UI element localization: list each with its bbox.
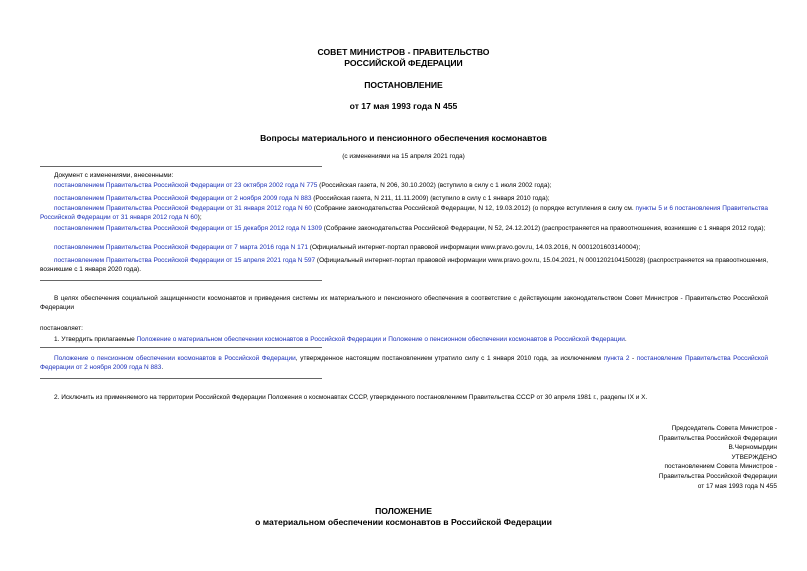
doc-title: Вопросы материального и пенсионного обеспечения космонавтов: [260, 133, 547, 143]
approved-label: УТВЕРЖДЕНО: [731, 453, 777, 461]
change-link-2[interactable]: постановлением Правительства Российской Федерации от 2 ноября 2009 года N 883: [54, 195, 312, 202]
annex-title: ПОЛОЖЕНИЕ: [375, 506, 432, 516]
change-item-2: [40, 194, 768, 203]
change-text-4: (Собрание законодательства Российской Федерации, N 52, 24.12.2012) (распространяется на правоотношения, возникшие с 1 января 2012 года);: [321, 225, 766, 232]
repeal-note-end: .: [161, 364, 164, 371]
divider: [40, 347, 322, 348]
divider: [40, 378, 322, 379]
signature-block: [659, 424, 777, 491]
change-item-3: [40, 204, 768, 222]
doc-type: ПОСТАНОВЛЕНИЕ: [364, 80, 443, 90]
change-item-4: [40, 224, 768, 233]
change-item-6: [40, 256, 768, 274]
approved-line-3: от 17 мая 1993 года N 455: [697, 482, 777, 490]
repeal-note-link-2[interactable]: пункта 2: [603, 355, 630, 362]
item-2: 2. Исключить из применяемого на территории Российской Федерации Положения о космонавтах СССР, утвержденного постановлением Правительства СССР от 30 апреля 1981 г., разделы IX и X.: [54, 394, 648, 401]
change-text-2: (Российская газета, N 211, 11.11.2009) (вступило в силу с 1 января 2010 года);: [311, 195, 550, 202]
divider: [40, 166, 322, 167]
repeal-note-link-3[interactable]: постановление Правительства Российской Федерации от 2 ноября 2009 года N 883: [40, 355, 769, 371]
signature-line-3: В.Черномырдин: [728, 444, 777, 452]
approved-line-1: постановлением Совета Министров -: [664, 463, 777, 471]
change-text-5: (Официальный интернет-портал правовой информации www.pravo.gov.ru, 14.03.2016, N 0001201603140004);: [308, 244, 641, 251]
annex-subtitle: о материальном обеспечении космонавтов в Российской Федерации: [255, 517, 552, 527]
change-text-6: (Официальный интернет-портал правовой информации www.pravo.gov.ru, 15.04.2021, N 0001202104150028) (распространяется на правоотношения, возникшие с 1 января 2020 года).: [40, 257, 769, 273]
change-link-3[interactable]: постановлением Правительства Российской Федерации от 31 января 2012 года N 60: [54, 205, 312, 212]
change-link-3b[interactable]: пункты 5 и 6 постановления Правительства Российской Федерации от 31 января 2012 года N 60: [40, 205, 768, 221]
change-link-6[interactable]: постановлением Правительства Российской Федерации от 15 апреля 2021 года N 597: [54, 257, 316, 264]
item-1: [40, 335, 768, 344]
change-link-4[interactable]: постановлением Правительства Российской Федерации от 15 декабря 2012 года N 1309: [54, 225, 322, 232]
preamble: В целях обеспечения социальной защищенности космонавтов и приведения системы их материального и пенсионного обеспечения в соответствие с действующим законодательством Совет Министров - Правительство Российской Федерации: [40, 295, 768, 311]
org-line-2: РОССИЙСКОЙ ФЕДЕРАЦИИ: [344, 58, 463, 68]
repeal-note-text: , утвержденное настоящим постановлением утратило силу с 1 января 2010 года, за исключением: [295, 355, 604, 362]
changes-intro: Документ с изменениями, внесенными:: [54, 172, 174, 179]
item-1-link[interactable]: Положение о материальном обеспечении космонавтов в Российской Федерации и Положение о пенсионном обеспечении космонавтов в Российской Федерации: [136, 336, 625, 343]
doc-date: от 17 мая 1993 года N 455: [349, 101, 458, 111]
org-line-1: СОВЕТ МИНИСТРОВ - ПРАВИТЕЛЬСТВО: [317, 47, 490, 57]
change-item-1: [40, 181, 768, 190]
revision-note: (с изменениями на 15 апреля 2021 года): [342, 153, 465, 160]
decrees-word: постановляет:: [40, 325, 83, 332]
item-1-prefix: 1. Утвердить прилагаемые: [54, 336, 137, 343]
repeal-note-text-2: -: [629, 355, 637, 362]
approved-line-2: Правительства Российской Федерации: [658, 472, 777, 480]
repeal-note: [40, 354, 768, 372]
change-link-5[interactable]: постановлением Правительства Российской Федерации от 7 марта 2016 года N 171: [54, 244, 308, 251]
signature-line-1: Председатель Совета Министров -: [671, 425, 777, 432]
change-text-3b: );: [197, 214, 202, 221]
change-text-1: (Российская газета, N 206, 30.10.2002) (вступило в силу с 1 июля 2002 года);: [317, 182, 552, 189]
item-1-suffix: .: [624, 336, 627, 343]
change-item-5: [40, 243, 768, 252]
change-text-3: (Собрание законодательства Российской Федерации, N 12, 19.03.2012) (о порядке вступления в силу см.: [311, 205, 636, 212]
signature-line-2: Правительства Российской Федерации: [658, 434, 777, 442]
repeal-note-link[interactable]: Положение о пенсионном обеспечении космонавтов в Российской Федерации: [54, 355, 296, 362]
change-link-1[interactable]: постановлением Правительства Российской Федерации от 23 октября 2002 года N 775: [54, 182, 318, 189]
divider: [40, 280, 322, 281]
